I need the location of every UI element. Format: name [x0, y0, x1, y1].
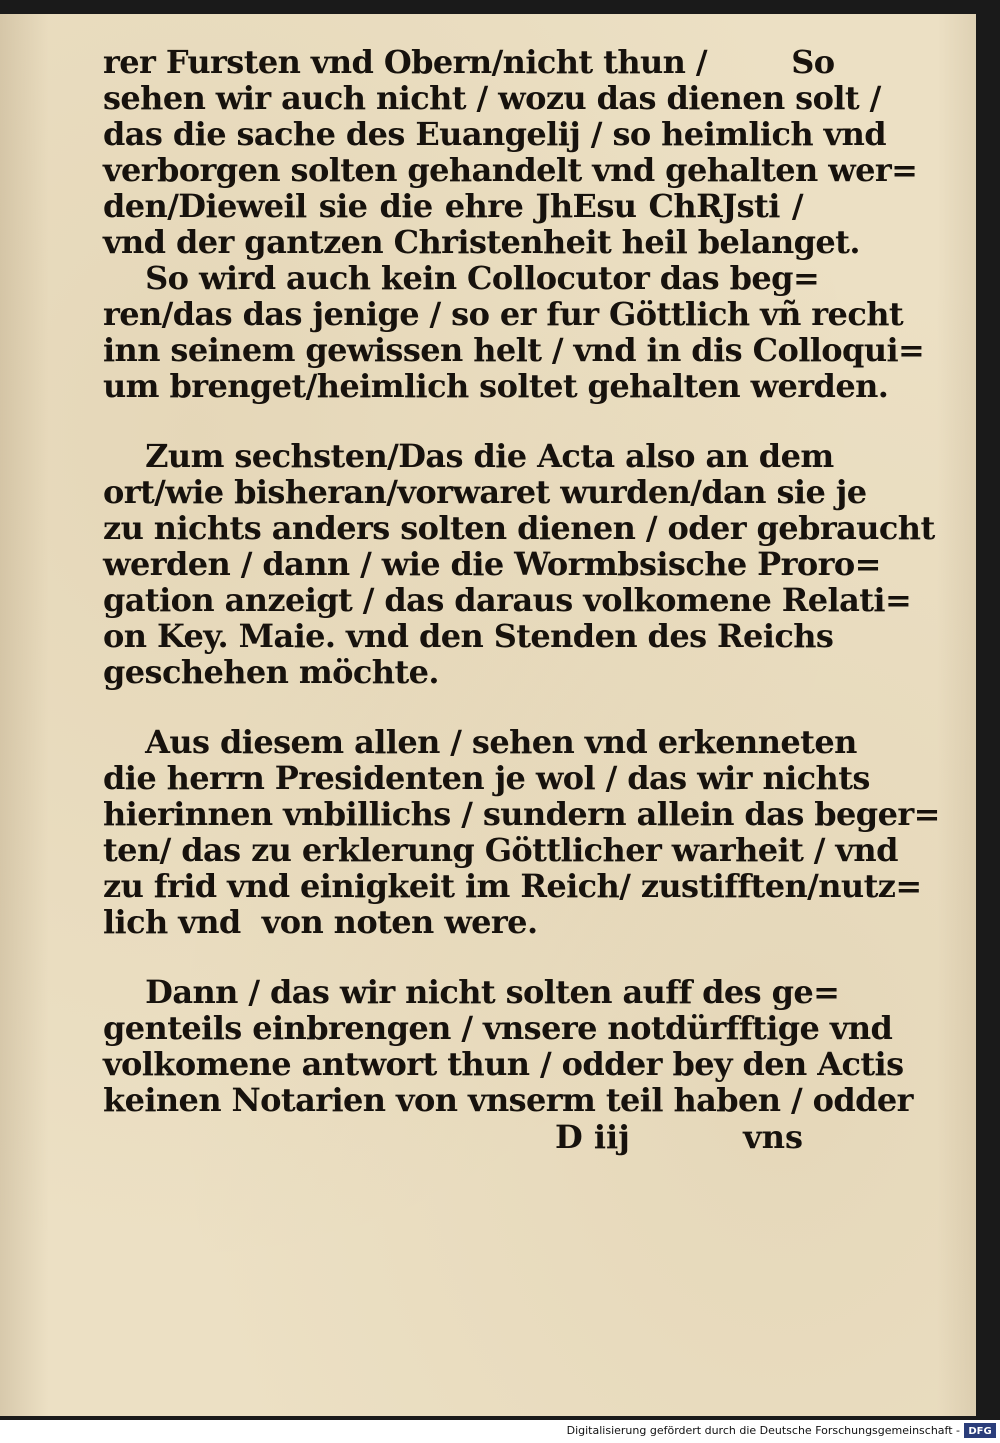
text-line: genteils einbrengen / vnsere notdürfftige vnd	[103, 1009, 893, 1047]
text-line: vnd der gantzen Christenheit heil belanget.	[103, 223, 860, 261]
text-line: verborgen solten gehandelt vnd gehalten wer=	[103, 151, 918, 189]
text-line: Aus diesem allen / sehen vnd erkenneten	[103, 723, 857, 761]
text-line: Zum sechsten/Das die Acta also an dem	[103, 437, 834, 475]
text-line: hierinnen vnbillichs / sundern allein das beger=	[103, 795, 940, 833]
text-line: ort/wie bisheran/vorwaret wurden/dan sie je	[103, 473, 867, 511]
catchword: vns	[743, 1118, 803, 1156]
text-line: ten/ das zu erklerung Göttlicher warheit / vnd	[103, 831, 898, 869]
text-line: gation anzeigt / das daraus volkomene Relati=	[103, 581, 912, 619]
text-line: volkomene antwort thun / odder bey den Actis	[103, 1045, 904, 1083]
paragraph-gap	[103, 940, 803, 974]
text-line: sehen wir auch nicht / wozu das dienen solt /	[103, 79, 881, 117]
text-line: rer Fursten vnd Obern/nicht thun / So	[103, 43, 835, 81]
text-line: den/Dieweil sie die ehre JhEsu ChRJsti /	[103, 187, 803, 225]
digitization-credit-bar	[0, 1420, 1000, 1443]
text-line: zu nichts anders solten dienen / oder gebraucht	[103, 509, 935, 547]
page-text	[103, 43, 940, 1119]
text-line: die herrn Presidenten je wol / das wir nichts	[103, 759, 870, 797]
signature-mark: D iij	[555, 1118, 630, 1156]
text-line: inn seinem gewissen helt / vnd in dis Colloqui=	[103, 331, 925, 369]
book-page	[0, 14, 976, 1416]
text-line: zu frid vnd einigkeit im Reich/ zustifften/nutz=	[103, 867, 922, 905]
paragraph-gap	[103, 404, 803, 438]
dfg-logo-icon[interactable]: DFG	[964, 1423, 996, 1438]
credit-text: Digitalisierung gefördert durch die Deutsche Forschungsgemeinschaft -	[566, 1424, 960, 1437]
text-line: das die sache des Euangelij / so heimlich vnd	[103, 115, 887, 153]
paragraph-gap	[103, 690, 803, 724]
text-line: werden / dann / wie die Wormbsische Proro=	[103, 545, 881, 583]
text-line: So wird auch kein Collocutor das beg=	[103, 259, 820, 297]
text-line: geschehen möchte.	[103, 653, 439, 691]
text-line: keinen Notarien von vnserm teil haben / odder	[103, 1081, 913, 1119]
text-line: lich vnd von noten were.	[103, 903, 538, 941]
page-footer-line	[555, 1117, 803, 1157]
text-line: Dann / das wir nicht solten auff des ge=	[103, 973, 840, 1011]
text-line: on Key. Maie. vnd den Stenden des Reichs	[103, 617, 834, 655]
text-line: ren/das das jenige / so er fur Göttlich vñ recht	[103, 295, 904, 333]
text-line: um brenget/heimlich soltet gehalten werden.	[103, 367, 889, 405]
